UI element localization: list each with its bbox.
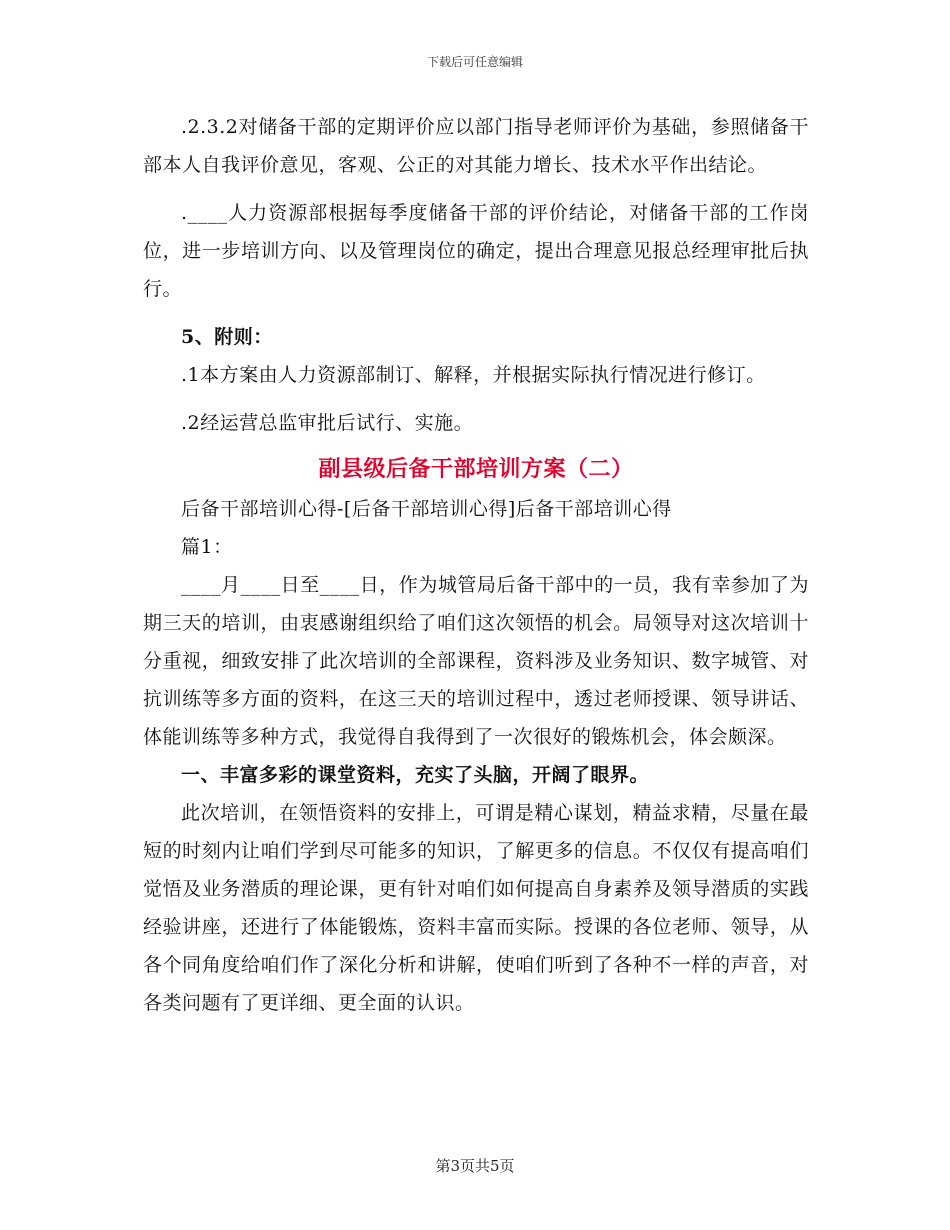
header-note: 下载后可任意编辑 [426, 55, 523, 69]
page-number: 第3页共5页 [435, 1157, 515, 1175]
paragraph-hr-conclusion: .____人力资源部根据每季度储备干部的评价结论，对储备干部的工作岗位，进一步培训方向、以及管理岗位的确定，提出合理意见报总经理审批后执行。 [143, 202, 809, 300]
paragraph-appendix-1: .1本方案由人力资源部制订、解释，并根据实际执行情况进行修订。 [181, 364, 766, 386]
chapter-label: 篇1： [181, 536, 233, 558]
paragraph-training-content: 此次培训，在领悟资料的安排上，可谓是精心谋划，精益求精，尽量在最短的时刻内让咱们学到尽可能多的知识，了解更多的信息。不仅仅有提高咱们觉悟及业务潜质的理论课，更有针对咱们如何提高自身素养及领导潜质的实践经验讲座，还进行了体能锻炼，资料丰富而实际。授课的各位老师、领导，从各个同角度给咱们作了深化分析和讲解，使咱们听到了各种不一样的声音，对各类问题有了更详细、更全面的认识。 [143, 802, 809, 1014]
paragraph-evaluation-basis: .2.3.2对储备干部的定期评价应以部门指导老师评价为基础，参照储备干部本人自我评价意见，客观、公正的对其能力增长、技术水平作出结论。 [143, 116, 809, 176]
document-body [143, 108, 809, 1022]
document-title: 副县级后备干部培训方案（二） [318, 456, 634, 482]
section-heading-appendix: 5、附则： [181, 326, 273, 348]
section-heading-1: 一、丰富多彩的课堂资料，充实了头脑，开阔了眼界。 [181, 764, 650, 786]
paragraph-appendix-2: .2经运营总监审批后试行、实施。 [181, 412, 474, 434]
paragraph-training-intro: ____月____日至____日，作为城管局后备干部中的一员，我有幸参加了为期三天的培训，由衷感谢组织给了咱们这次领悟的机会。局领导对这次培训十分重视，细致安排了此次培训的全部课程，资料涉及业务知识、数字城管、对抗训练等多方面的资料，在这三天的培训过程中，透过老师授课、领导讲话、体能训练等多种方式，我觉得自我得到了一次很好的锻炼机会，体会颇深。 [143, 574, 809, 748]
document-subtitle: 后备干部培训心得-[后备干部培训心得]后备干部培训心得 [181, 498, 672, 520]
